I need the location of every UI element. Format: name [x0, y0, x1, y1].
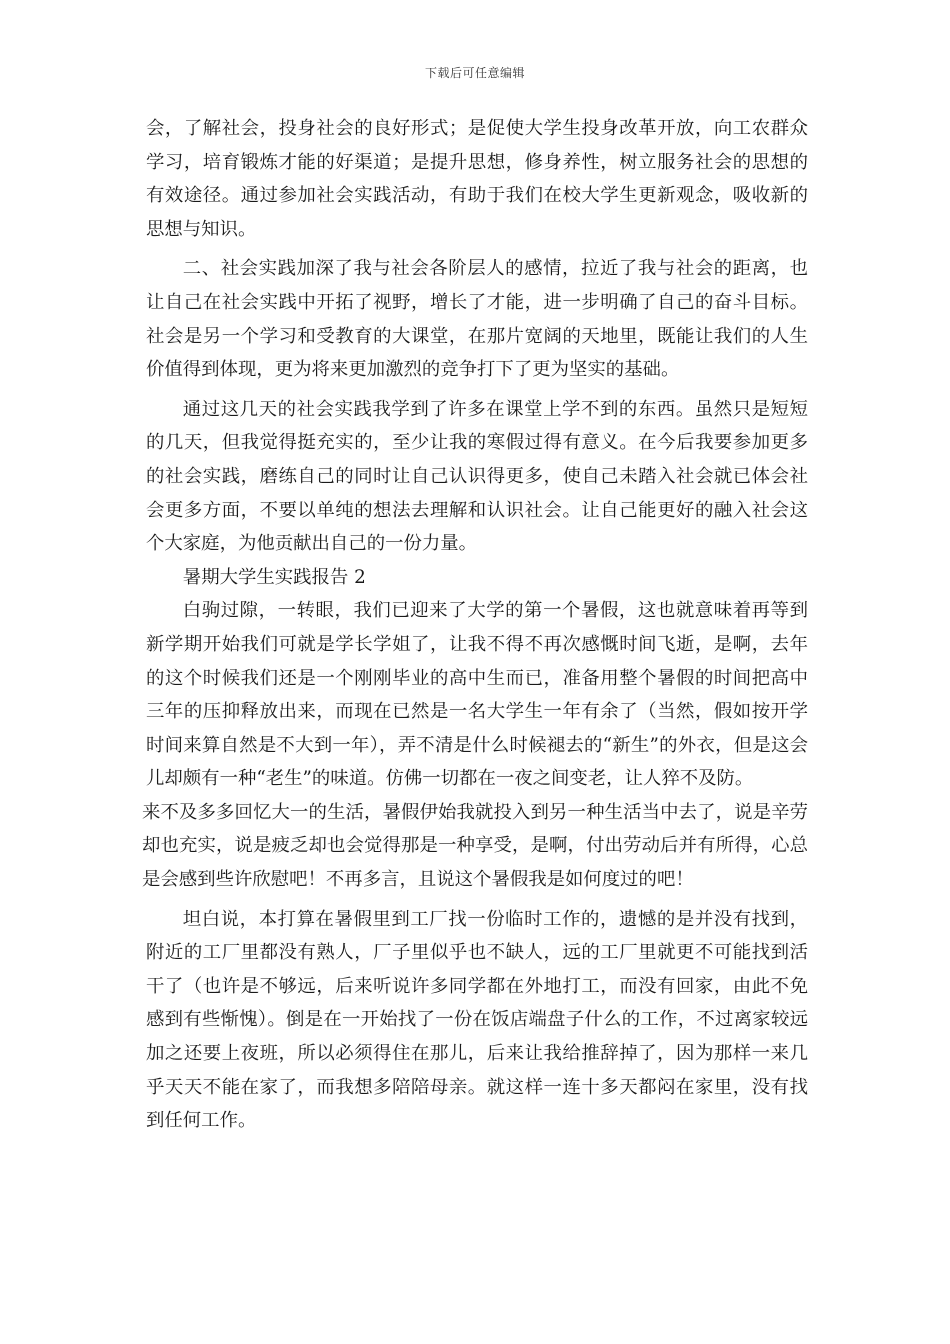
paragraph-1: 会，了解社会，投身社会的良好形式；是促使大学生投身改革开放，向工农群众学习，培育锻炼才能的好渠道；是提升思想，修身养性，树立服务社会的思想的有效途径。通过参加社会实践活动，有助于我们在校大学生更新观念，吸收新的思想与知识。	[146, 118, 808, 240]
paragraph-2: 二、社会实践加深了我与社会各阶层人的感情，拉近了我与社会的距离，也让自己在社会实践中开拓了视野，增长了才能，进一步明确了自己的奋斗目标。社会是另一个学习和受教育的大课堂，在那片宽阔的天地里，既能让我们的人生价值得到体现，更为将来更加激烈的竞争打下了更为坚实的基础。	[146, 258, 808, 381]
paragraph-5: 白驹过隙，一转眼，我们已迎来了大学的第一个暑假，这也就意味着再等到新学期开始我们可就是学长学姐了，让我不得不再次感慨时间飞逝，是啊，去年的这个时候我们还是一个刚刚毕业的高中生而已，准备用整个暑假的时间把高中三年的压抑释放出来，而现在已然是一名大学生一年有余了（当然，假如按开学时间来算自然是不大到一年），弄不清是什么时候褪去的“新生”的外衣，但是这会儿却颇有一种“老生”的味道。仿佛一切都在一夜之间变老，让人猝不及防。	[146, 600, 808, 790]
section-heading: 暑期大学生实践报告 2	[182, 566, 366, 588]
paragraph-6: 来不及多多回忆大一的生活，暑假伊始我就投入到另一种生活当中去了，说是辛劳却也充实，说是疲乏却也会觉得那是一种享受，是啊，付出劳动后并有所得，心总是会感到些许欣慰吧！不再多言，且说这个暑假我是如何度过的吧！	[142, 801, 808, 891]
paragraph-7: 坦白说，本打算在暑假里到工厂找一份临时工作的，遗憾的是并没有找到，附近的工厂里都没有熟人，厂子里似乎也不缺人，远的工厂里就更不可能找到活干了（也许是不够远，后来听说许多同学都在外地打工，而没有回家，由此不免感到有些惭愧）。倒是在一开始找了一份在饭店端盘子什么的工作，不过离家较远加之还要上夜班，所以必须得住在那儿，后来让我给推辞掉了，因为那样一来几乎天天不能在家了，而我想多陪陪母亲。就这样一连十多天都闷在家里，没有找到任何工作。	[146, 908, 808, 1132]
document-body	[142, 112, 808, 1138]
paragraph-3: 通过这几天的社会实践我学到了许多在课堂上学不到的东西。虽然只是短短的几天，但我觉得挺充实的，至少让我的寒假过得有意义。在今后我要参加更多的社会实践，磨练自己的同时让自己认识得更多，使自己未踏入社会就已体会社会更多方面，不要以单纯的想法去理解和认识社会。让自己能更好的融入社会这个大家庭，为他贡献出自己的一份力量。	[146, 398, 808, 555]
page-header: 下载后可任意编辑	[424, 66, 525, 80]
